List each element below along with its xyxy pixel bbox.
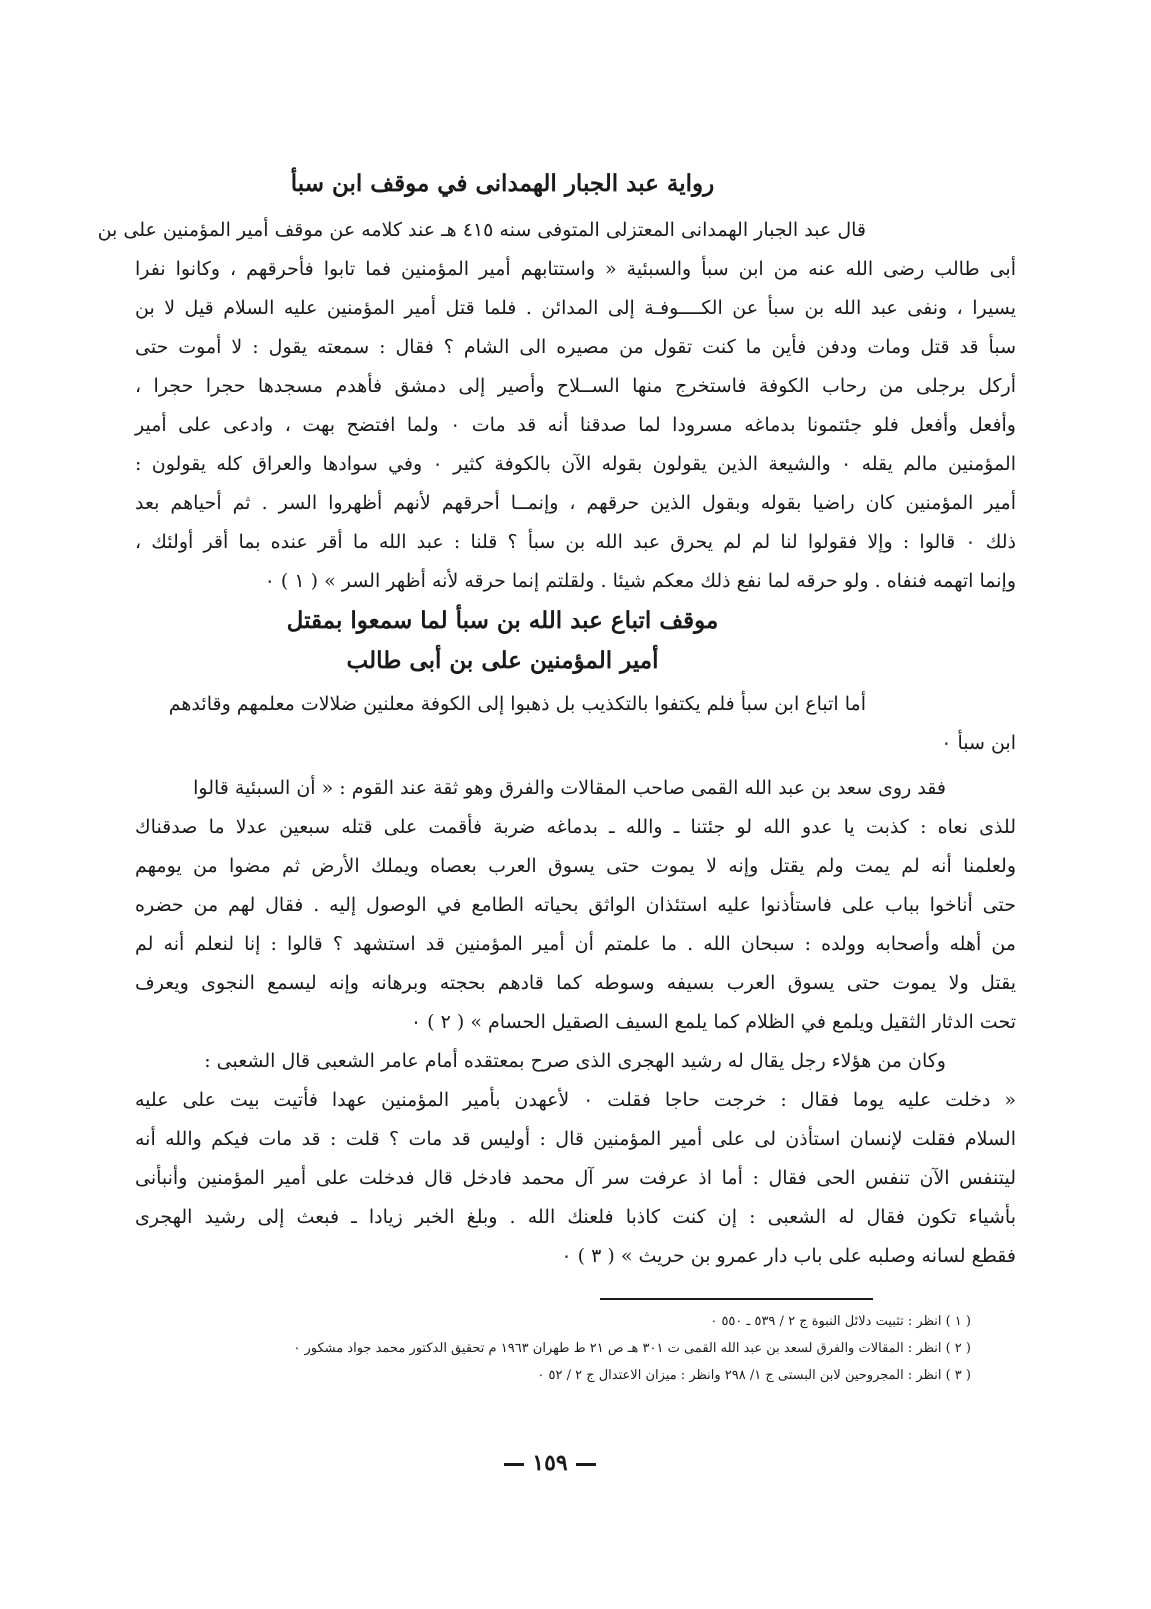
page-number-block [490, 1448, 610, 1478]
text-line: قال عبد الجبار الهمدانى المعتزلى المتوفى سنه ٤١٥ هـ عند كلامه عن موقف أمير المؤمنين على بن [97, 219, 866, 241]
text-line: حتى أناخوا بباب على فاستأذنوا عليه استئذان الواثق بحياته الطامع في الوصول إليه . فقال لهم من حضره [135, 894, 1016, 916]
text-line: سبأ قد قتل ومات ودفن فأين ما كنت تقول من مصيره الى الشام ؟ فقال : سمعته يقول : لا أموت حتى [135, 336, 1016, 358]
section-heading: موقف اتباع عبد الله بن سبأ لما سمعوا بمقتل [286, 607, 719, 634]
text-line: للذى نعاه : كذبت يا عدو الله لو جئتنا ـ والله ـ بدماغه ضربة فأقمت على قتله سبعين عدلا ما صدقناك [135, 816, 1016, 838]
footnote: ( ٢ ) انظر : المقالات والفرق لسعد بن عبد الله القمى ت ٣٠١ هـ ص ٢١ ط طهران ١٩٦٣ م تحقيق الدكتور محمد جواد مشكور ٠ [293, 1341, 971, 1356]
section-subheading: أمير المؤمنين على بن أبى طالب [346, 647, 659, 674]
page-number: ١٥٩ [532, 1450, 568, 1476]
text-line: يسيرا ، ونفى عبد الله بن سبأ عن الكــــوفـة إلى المدائن . فلما قتل أمير المؤمنين عليه السلام قيل لا بن [135, 297, 1016, 319]
text-line: تحت الدثار الثقيل ويلمع في الظلام كما يلمع السيف الصقيل الحسام » ( ٢ ) ٠ [410, 1011, 1016, 1033]
text-line: وأفعل وأفعل فلو جئتمونا بدماغه مسرودا لما صدقنا أنه قد مات ٠ ولما افتضح بهت ، وادعى على أمير [135, 414, 1016, 436]
section-heading: رواية عبد الجبار الهمدانى في موقف ابن سبأ [290, 170, 715, 197]
text-line: السلام فقلت لإنسان استأذن لى على أمير المؤمنين قال : أوليس قد مات ؟ قلت : قد مات فيكم والله أنه [135, 1128, 1016, 1150]
footnote: ( ٣ ) انظر : المجروحين لابن البستى ج ١/ ٢٩٨ وانظر : ميزان الاعتدال ج ٢ / ٥٢ ٠ [537, 1368, 971, 1383]
text-line: « دخلت عليه يوما فقال : خرجت حاجا فقلت ٠ لأعهدن بأمير المؤمنين عهدا فأتيت بيت على عليه [135, 1089, 1016, 1111]
dash-decoration [576, 1463, 596, 1466]
footnote-divider [600, 1298, 873, 1300]
text-line: فقد روى سعد بن عبد الله القمى صاحب المقالات والفرق وهو ثقة عند القوم : « أن السبئية قالوا [193, 777, 946, 799]
text-line: المؤمنين مالم يقله ٠ والشيعة الذين يقولون بقوله الآن بالكوفة كثير ٠ وفي سوادها والعراق كله يقولون : [135, 453, 1017, 475]
text-line: بأشياء تكون فقال له الشعبى : إن كنت كاذبا فلعنك الله . وبلغ الخبر زيادا ـ فبعث إلى رشيد الهجرى [135, 1206, 1016, 1228]
text-line: فقطع لسانه وصلبه على باب دار عمرو بن حريث » ( ٣ ) ٠ [561, 1245, 1016, 1267]
text-line: وكان من هؤلاء رجل يقال له رشيد الهجرى الذى صرح بمعتقده أمام عامر الشعبى قال الشعبى : [204, 1050, 946, 1072]
text-line: ذلك ٠ قالوا : وإلا فقولوا لنا لم لم يحرق عبد الله بن سبأ ؟ قلنا : عبد الله ما أقر عنده بما أقر أولئك ، [135, 531, 1016, 553]
text-line: ابن سبأ ٠ [941, 732, 1016, 754]
text-line: ليتنفس الآن تنفس الحى فقال : أما اذ عرفت سر آل محمد فادخل قال فدخلت على أمير المؤمنين وأنبأنى [135, 1167, 1016, 1189]
text-line: أركل برجلى من رحاب الكوفة فاستخرج منها الســلاح وأصير إلى دمشق فأهدم مسجدها حجرا حجرا ، [135, 375, 1016, 397]
dash-decoration [504, 1463, 524, 1466]
text-line: يقتل ولا يموت حتى يسوق العرب بسيفه وسوطه كما قادهم بحجته وبرهانه وإنه ليسمع النجوى ويعرف [135, 972, 1016, 994]
footnote: ( ١ ) انظر : تثبيت دلائل النبوة ج ٢ / ٥٣٩ ـ ٥٥٠ ٠ [710, 1314, 971, 1329]
text-line: من أهله وأصحابه وولده : سبحان الله . ما علمتم أن أمير المؤمنين قد استشهد ؟ قالوا : إنا لنعلم أنه لم [135, 933, 1016, 955]
text-line: أبى طالب رضى الله عنه من ابن سبأ والسبئية « واستتابهم أمير المؤمنين فما تابوا فأحرقهم ، وكانوا نفرا [135, 258, 1016, 280]
text-line: ولعلمنا أنه لم يمت ولم يقتل وإنه لا يموت حتى يسوق العرب بعصاه ويملك الأرض ثم مضوا من يومهم [135, 855, 1017, 877]
text-line: أما اتباع ابن سبأ فلم يكتفوا بالتكذيب بل ذهبوا إلى الكوفة معلنين ضلالات معلمهم وقائدهم [168, 693, 866, 715]
text-line: أمير المؤمنين كان راضيا بقوله وبقول الذين حرقهم ، وإنمــا أحرقهم لأنهم أظهروا السر . ثم أحياهم بعد [135, 492, 1016, 514]
text-line: وإنما اتهمه فنفاه . ولو حرقه لما نفع ذلك معكم شيئا . ولقلتم إنما حرقه لأنه أظهر السر » ( ١ ) ٠ [264, 570, 1016, 592]
